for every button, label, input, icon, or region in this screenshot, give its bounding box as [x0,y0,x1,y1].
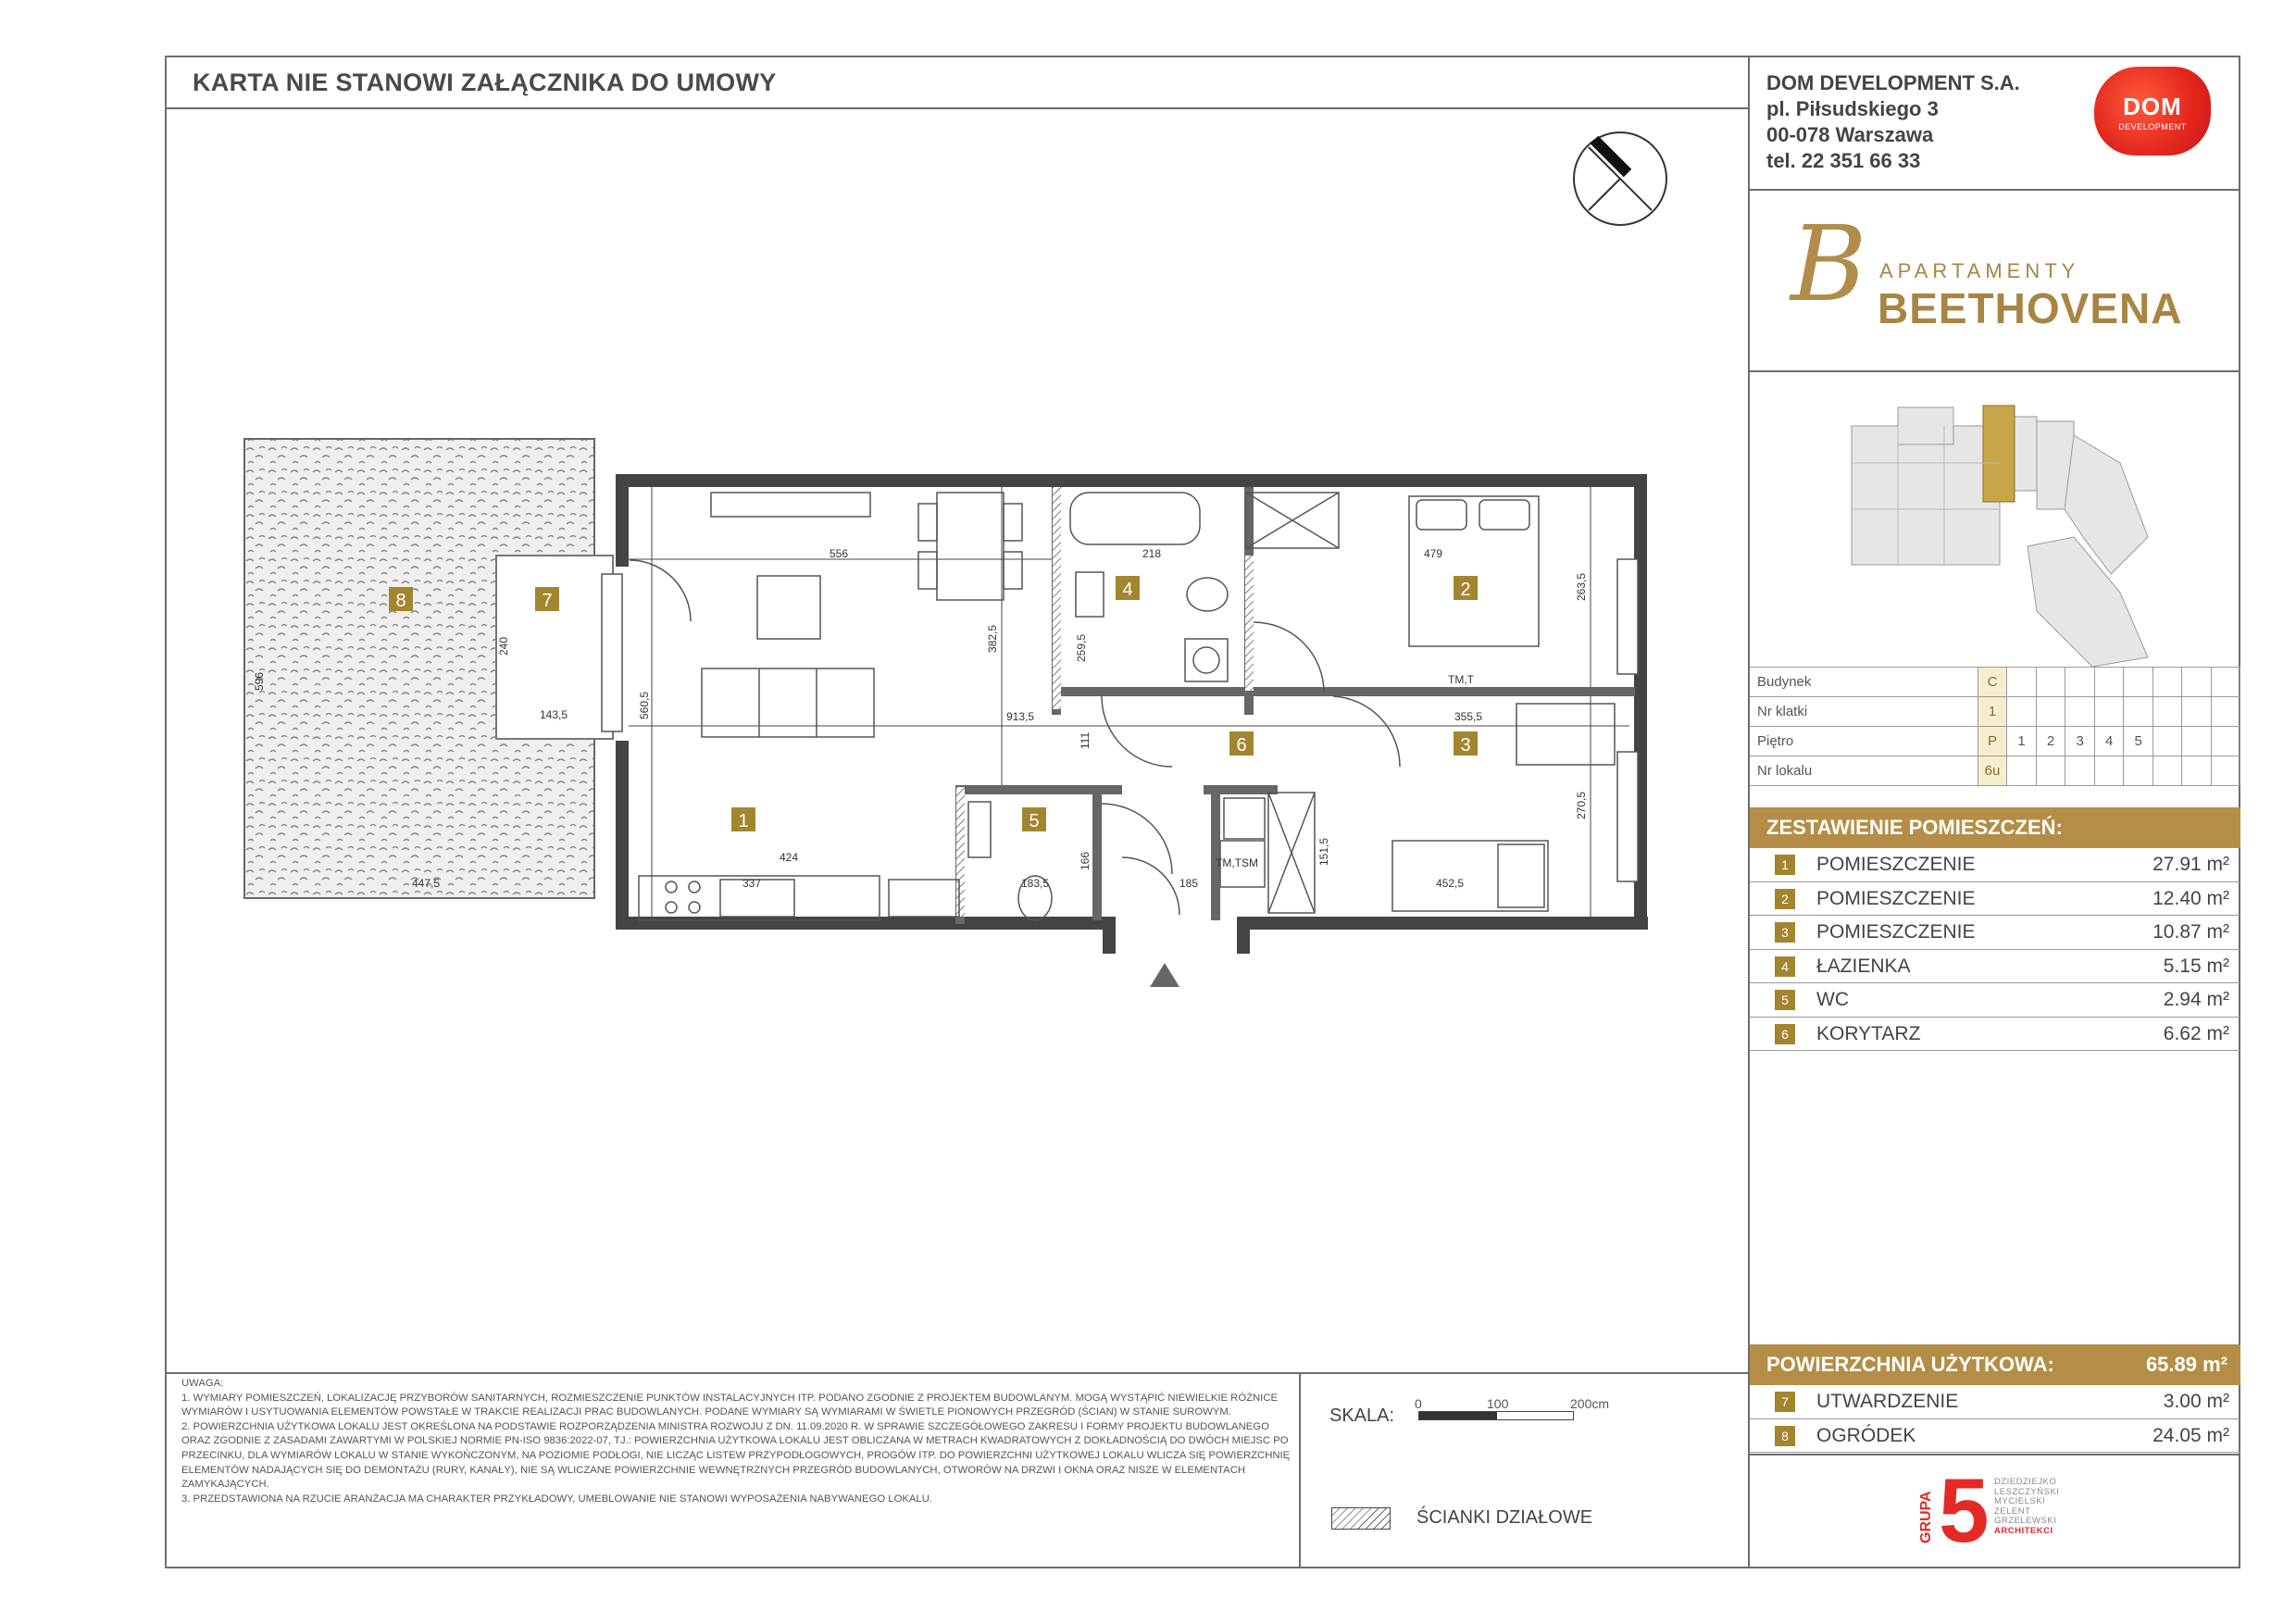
scale-tick: 100 [1487,1396,1509,1411]
dimension-label: 424 [779,851,799,864]
room-row: 5 WC 2.94 m² [1750,983,2240,1018]
dimension-label: 263,5 [1575,572,1588,602]
rooms-list [1750,848,2240,1051]
room-marker-3: 3 [1460,735,1471,756]
partition-wall-hatched [1245,556,1254,691]
dimension-label: 185 [1179,877,1199,890]
notes [181,1377,1292,1506]
rooms-header: ZESTAWIENIE POMIESZCZEŃ: [1750,807,2240,848]
furniture [630,493,1615,920]
dimension-label: 151,5 [1317,837,1330,867]
grupa5-logo: GRUPA 5 DZIEDZIEJKO LESZCZYŃSKI MYCIELSKI ZELENT GRZELEWSKI ARCHITEKCI [1918,1459,2060,1561]
company-info [1766,70,2020,174]
unit-info-table [1750,667,2240,786]
room-marker-6: 6 [1236,735,1247,756]
dimension-label: 218 [1142,547,1162,560]
dimension-label: 183,5 [1020,877,1050,890]
room-row: 4 ŁAZIENKA 5.15 m² [1750,950,2240,984]
partition-legend-label: ŚCIANKI DZIAŁOWE [1416,1507,1593,1528]
dimension-label: 111 [1079,731,1092,750]
dimension-label: 259,5 [1075,633,1088,663]
company-street: pl. Piłsudskiego 3 [1766,97,1939,120]
room-row: 1 POMIESZCZENIE 27.91 m² [1750,848,2240,882]
dimension-label: 240 [497,636,510,656]
dimension-label: 452,5 [1435,877,1465,890]
company-phone: tel. 22 351 66 33 [1766,149,1921,172]
tm-label: TM,T [1448,673,1474,686]
room-row: 6 KORYTARZ 6.62 m² [1750,1018,2240,1052]
dimension-label: 337 [742,877,762,890]
room-marker-5: 5 [1029,811,1040,831]
scale-tick: 200cm [1570,1396,1610,1411]
north-arrow-icon [1574,132,1666,225]
dimension-label: 270,5 [1575,791,1588,820]
scale-tick: 0 [1415,1396,1422,1411]
company-city: 00-078 Warszawa [1766,123,1934,146]
partition-legend-swatch [1331,1507,1391,1530]
scale-label: SKALA: [1329,1405,1395,1426]
brand-main: BEETHOVENA [1878,284,2183,332]
dimension-label: 355,5 [1454,710,1483,723]
room-row: 3 POMIESZCZENIE 10.87 m² [1750,916,2240,950]
outer-walls [616,474,1648,954]
dimension-label: 913,5 [1005,710,1035,723]
note-item: 1. WYMIARY POMIESZCZEŃ, LOKALIZACJĘ PRZYBORÓW SANITARNYCH, ROZMIESZCZENIE PUNKTÓW INSTALACYJNYCH ITP. PODANO ZGODNIE Z PROJEKTEM BUDOWLANYM. MOGĄ WYSTĄPIĆ NIEWIELKIE RÓŻNICE WYMIARÓW I USYTUOWANIA ELEMENTÓW POWSTAŁE W TRAKCIE REALIZACJI PRAC BUDOWLANYCH. PODANE WYMIARY SĄ WYMIARAMI W ŚWIETLE PIONOWYCH PRZEGRÓD (ŚCIAN) W STANIE SUROWYM. [181,1392,1279,1418]
info-row-pietro: Piętro P 1 2 3 4 5 [1750,727,2240,756]
dimension-label: 596 [253,671,266,692]
brand-top: APARTAMENTY [1879,259,2080,282]
scale-bar [1418,1411,1574,1420]
partition-wall-hatched [1053,487,1061,709]
room-row: 2 POMIESZCZENIE 12.40 m² [1750,882,2240,917]
tm-label: TM,TSM [1216,856,1258,869]
room-marker-4: 4 [1122,580,1133,600]
extra-areas-list [1750,1385,2240,1453]
total-area-bar: POWIERZCHNIA UŻYTKOWA: 65.89 m² [1750,1344,2240,1385]
company-name: DOM DEVELOPMENT S.A. [1766,71,2020,94]
extra-row: 7 UTWARDZENIE 3.00 m² [1750,1385,2240,1419]
brand-monogram: B [1791,205,1867,325]
note-item: 3. PRZEDSTAWIONA NA RZUCIE ARANŻACJA MA CHARAKTER PRZYKŁADOWY, UMEBLOWANIE NIE STANOWI WYPOSAŻENIA NABYWANEGO LOKALU. [181,1493,933,1505]
dimension-label: 479 [1423,547,1443,560]
divider [1750,189,2240,191]
info-row-lokal: Nr lokalu 6u [1750,756,2240,786]
info-row-budynek: Budynek C [1750,668,2240,697]
extra-row: 8 OGRÓDEK 24.05 m² [1750,1419,2240,1454]
dimension-label: 143,5 [539,708,568,721]
dom-development-logo: DOM DEVELOPMENT [2094,67,2211,156]
dimension-label: 166 [1079,851,1092,871]
dimension-label: 447,5 [411,877,441,890]
room-marker-7: 7 [542,591,553,611]
room-marker-8: 8 [395,591,406,611]
info-row-klatka: Nr klatki 1 [1750,697,2240,727]
entrance-arrow-icon [1150,963,1179,987]
note-item: 2. POWIERZCHNIA UŻYTKOWA LOKALU JEST OKREŚLONA NA PODSTAWIE ROZPORZĄDZENIA MINISTRA ROZWOJU Z DN. 11.09.2020 R. W SPRAWIE SZCZEGÓŁOWEGO ZAKRESU I FORMY PROJEKTU BUDOWLANEGO ORAZ ZGODNIE Z ZASADAMI ZAWARTYMI W POLSKIEJ NORMIE PN-ISO 9836:2022-07, TJ.: POWIERZCHNIA UŻYTKOWA LOKALU JEST OBLICZANA W METRACH KWADRATOWYCH Z DOKŁADNOŚCIĄ DO DWÓCH MIEJSC PO PRZECINKU, DLA WYMIARÓW LOKALU W STANIE WYKOŃCZONYM, NA POZIOMIE PODŁOGI, NIE LICZĄC LISTEW PRZYPODŁOGOWYCH, PROGÓW ITP. DO POWIERZCHNI UŻYTKOWEJ LOKALU WLICZA SIĘ POWIERZCHNIĘ ELEMENTÓW NADAJĄCYCH SIĘ DO DEMONTAŻU (RURY, KANAŁY), NIE SĄ WLICZANE POWIERZCHNIE WEWNĘTRZNYCH PRZEGRÓD BUDOWLANYCH, OTWORÓW NA DRZWI I OKNA ORAZ NISZE W ELEMENTACH ZAMYKAJĄCYCH. [181,1420,1291,1491]
column-divider [1748,56,1750,1568]
notes-separator [1299,1372,1301,1568]
dimension-label: 556 [829,547,849,560]
partition-wall-hatched [956,787,965,917]
building-key-plan [1842,398,2213,667]
sheet-title: KARTA NIE STANOWI ZAŁĄCZNIKA DO UMOWY [193,69,777,96]
divider [1750,1454,2240,1455]
dimension-label: 560,5 [638,691,651,720]
notes-title: UWAGA: [181,1378,224,1389]
divider [1750,370,2240,372]
room-marker-2: 2 [1460,580,1471,600]
dimension-label: 382,5 [986,624,999,654]
room-marker-1: 1 [738,811,749,831]
title-block [1750,56,2240,1568]
notes-divider [165,1372,1750,1374]
